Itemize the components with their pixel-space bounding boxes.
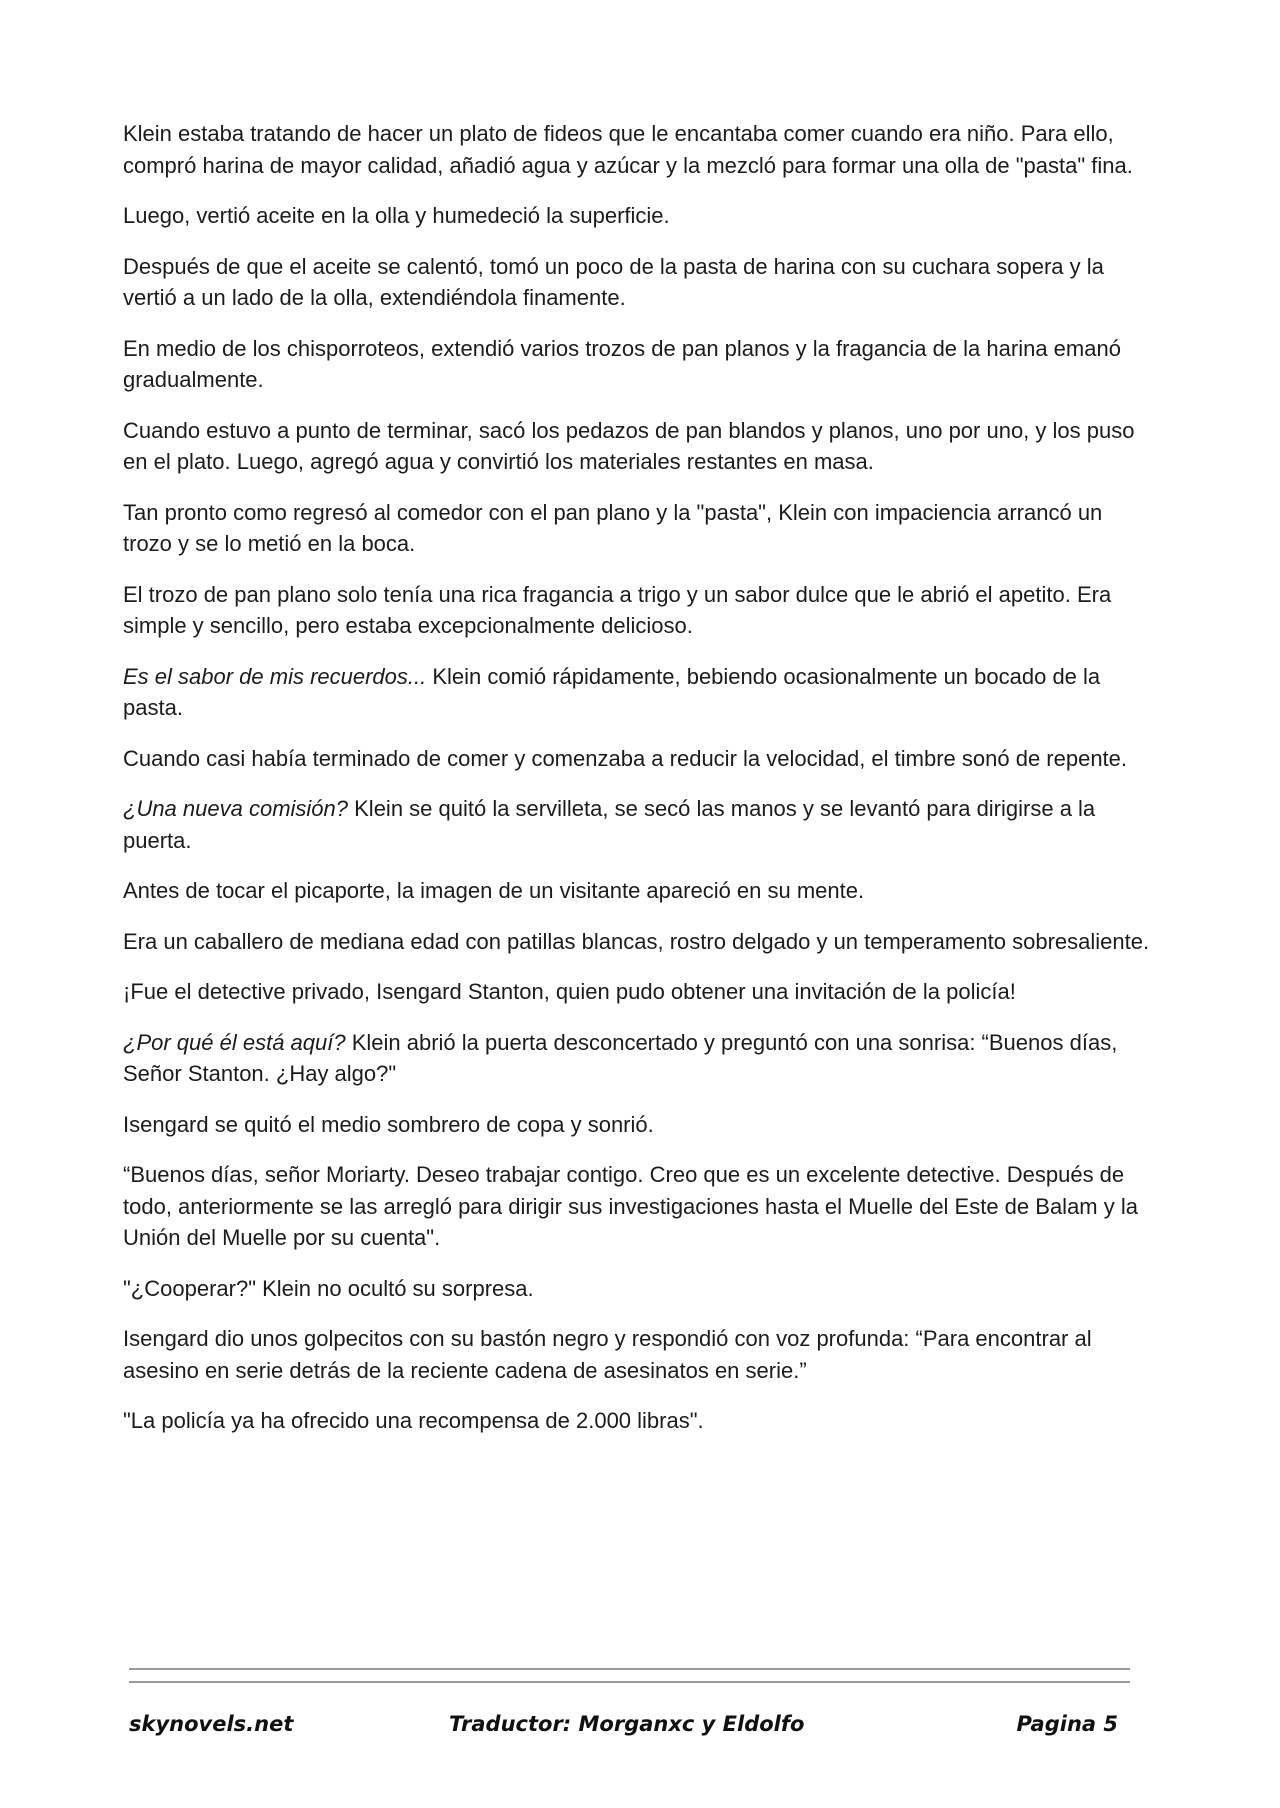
footer-divider-bottom — [129, 1681, 1130, 1683]
paragraph — [123, 793, 1153, 856]
paragraph — [123, 1109, 1153, 1141]
paragraph-text: Klein estaba tratando de hacer un plato de fideos que le encantaba comer cuando era niño. Para ello, compró harina de mayor calidad, añadió agua y azúcar y la mezcló para formar una olla de "pasta" fina. — [123, 121, 1133, 178]
paragraph — [123, 1273, 1153, 1305]
italic-thought: ¿Una nueva comisión? — [123, 796, 349, 821]
paragraph — [123, 976, 1153, 1008]
paragraph-text: Antes de tocar el picaporte, la imagen de un visitante apareció en su mente. — [123, 878, 865, 903]
paragraph-text: Tan pronto como regresó al comedor con el pan plano y la "pasta", Klein con impaciencia arrancó un trozo y se lo metió en la boca. — [123, 499, 1103, 556]
paragraph — [123, 661, 1153, 724]
paragraph-text: ¡Fue el detective privado, Isengard Stanton, quien pudo obtener una invitación de la policía! — [123, 979, 1016, 1004]
paragraph-text: Después de que el aceite se calentó, tomó un poco de la pasta de harina con su cuchara sopera y la vertió a un lado de la olla, extendiéndola finamente. — [123, 253, 1104, 310]
paragraph — [123, 743, 1153, 775]
paragraph-text: Klein se quitó la servilleta, se secó las manos y se levantó para dirigirse a la puerta. — [123, 796, 1096, 853]
italic-thought: ¿Por qué él está aquí? — [123, 1029, 346, 1055]
paragraph — [123, 1323, 1153, 1386]
paragraph — [123, 926, 1153, 958]
paragraph — [123, 415, 1153, 478]
paragraph-text: Cuando casi había terminado de comer y comenzaba a reducir la velocidad, el timbre sonó de repente. — [123, 745, 1128, 771]
paragraph — [123, 579, 1153, 642]
page-footer — [129, 1712, 1130, 1746]
paragraph-text: "La policía ya ha ofrecido una recompensa de 2.000 libras". — [123, 1408, 704, 1433]
footer-divider-top — [129, 1668, 1130, 1670]
paragraph-text: Klein comió rápidamente, bebiendo ocasionalmente un bocado de la pasta. — [123, 663, 1101, 720]
footer-translator: Traductor: Morganxc y Eldolfo — [449, 1712, 805, 1736]
paragraph — [123, 251, 1153, 314]
paragraph-text: "¿Cooperar?" Klein no ocultó su sorpresa. — [123, 1275, 534, 1301]
paragraph — [123, 118, 1153, 181]
paragraph — [123, 1027, 1153, 1090]
paragraph — [123, 1159, 1153, 1254]
paragraph-text: Cuando estuvo a punto de terminar, sacó los pedazos de pan blandos y planos, uno por uno, y los puso en el plato. Luego, agregó agua y convirtió los materiales restantes en masa. — [123, 417, 1135, 474]
footer-site: skynovels.net — [129, 1712, 294, 1736]
paragraph-text: Era un caballero de mediana edad con patillas blancas, rostro delgado y un temperamento sobresaliente. — [123, 928, 1150, 954]
paragraph — [123, 1405, 1153, 1437]
paragraph-text: Isengard dio unos golpecitos con su bastón negro y respondió con voz profunda: “Para encontrar al asesino en serie detrás de la reciente cadena de asesinatos en serie.” — [123, 1326, 1092, 1383]
paragraph — [123, 497, 1153, 560]
footer-page-number: Pagina 5 — [1016, 1712, 1118, 1736]
italic-thought: Es el sabor de mis recuerdos... — [123, 663, 427, 689]
body-text — [123, 118, 1153, 1456]
paragraph — [123, 200, 1153, 232]
paragraph — [123, 875, 1153, 907]
paragraph-text: Luego, vertió aceite en la olla y humedeció la superficie. — [123, 203, 670, 228]
paragraph — [123, 333, 1153, 396]
paragraph-text: El trozo de pan plano solo tenía una rica fragancia a trigo y un sabor dulce que le abrió el apetito. Era simple y sencillo, pero estaba excepcionalmente delicioso. — [123, 581, 1112, 638]
paragraph-text: Klein abrió la puerta desconcertado y preguntó con una sonrisa: “Buenos días, Señor Stanton. ¿Hay algo?" — [123, 1029, 1118, 1086]
paragraph-text: Isengard se quitó el medio sombrero de copa y sonrió. — [123, 1111, 654, 1137]
paragraph-text: “Buenos días, señor Moriarty. Deseo trabajar contigo. Creo que es un excelente detective. Después de todo, anteriormente se las arregló para dirigir sus investigaciones hasta el Muelle del Este de Balam y la Unión del Muelle por su cuenta". — [123, 1162, 1138, 1250]
paragraph-text: En medio de los chisporroteos, extendió varios trozos de pan planos y la fragancia de la harina emanó gradualmente. — [123, 335, 1121, 392]
